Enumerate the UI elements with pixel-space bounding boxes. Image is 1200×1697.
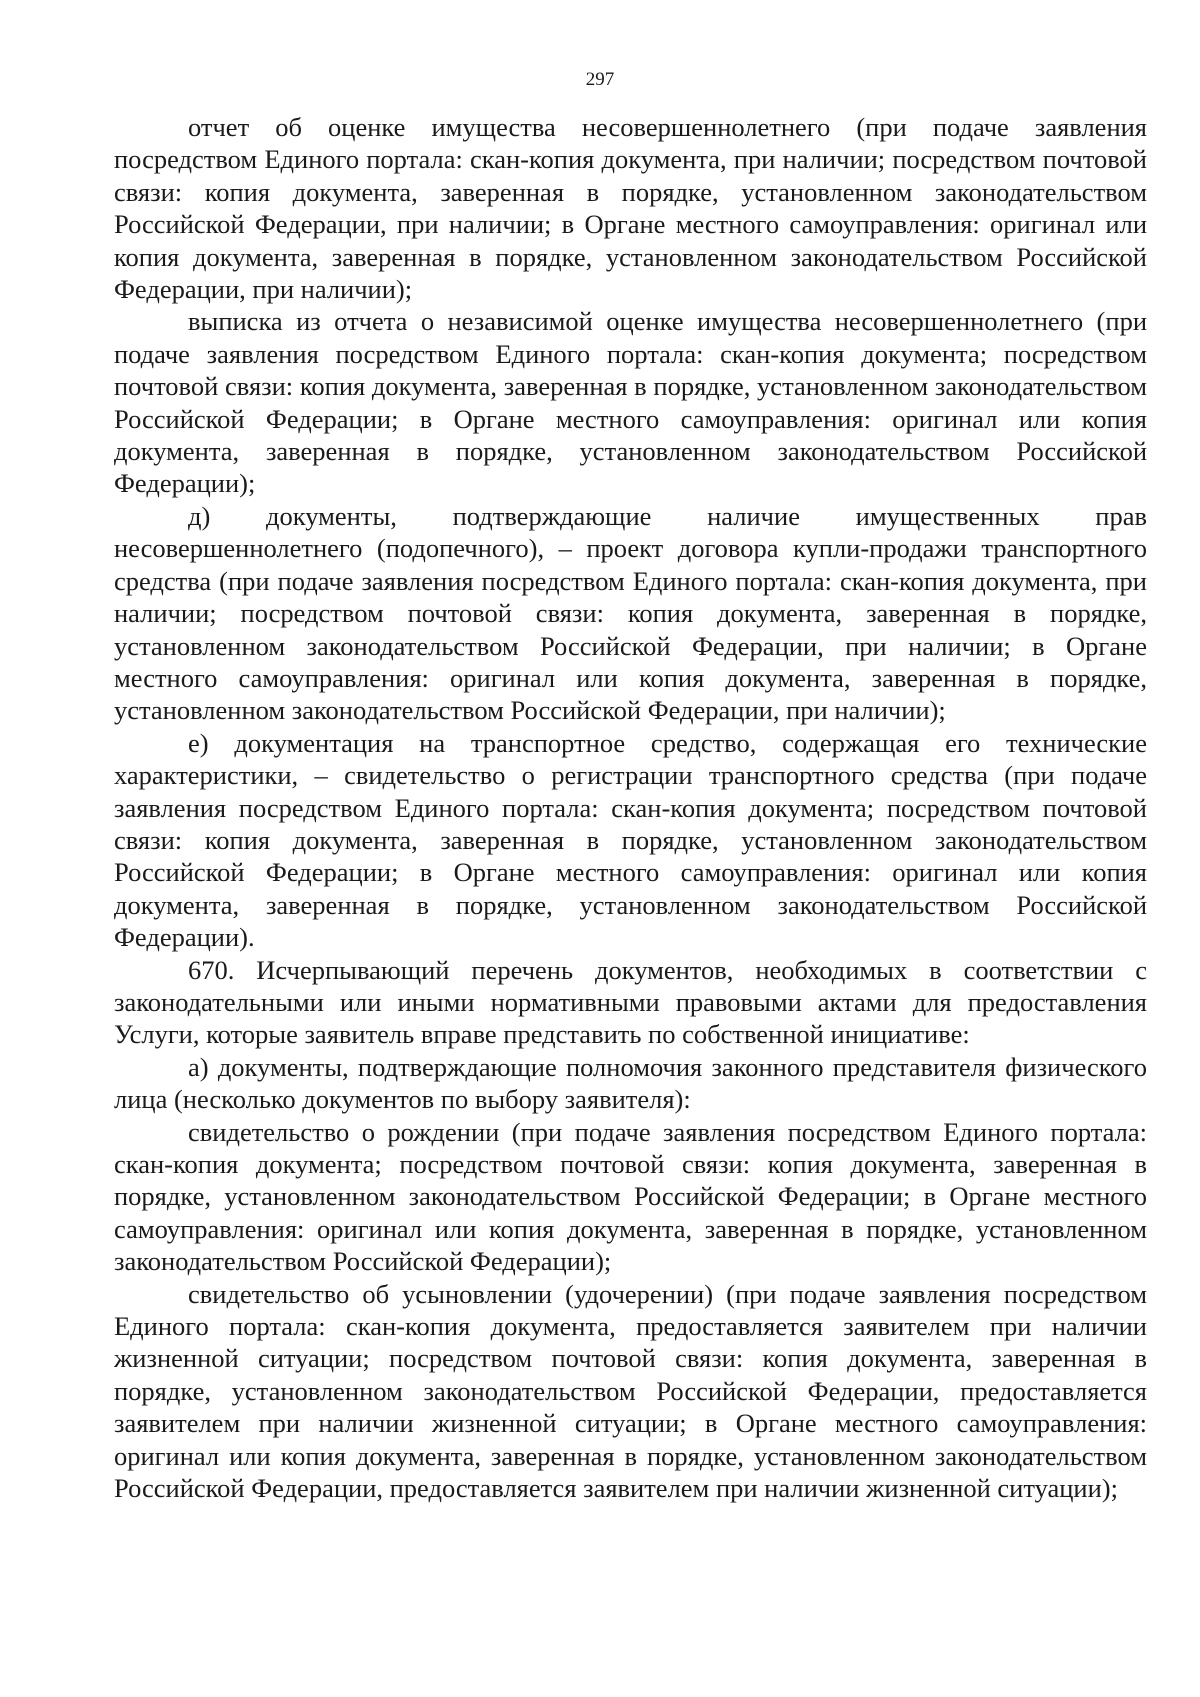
paragraph-independent-valuation-extract: выписка из отчета о независимой оценке имущества несовершеннолетнего (при подаче заявления посредством Единого портала: скан-копия документа; посредством почтовой связи: копия документа, заверенная в порядке, установленном законодательством Российской Федерации; в Органе местного самоуправления: оригинал или копия документа, заверенная в порядке, установленном законодательством Российской Федерации);	[114, 306, 1147, 499]
paragraph-670-document-list: 670. Исчерпывающий перечень документов, необходимых в соответствии с законодательными или иными нормативными правовыми актами для предоставления Услуги, которые заявитель вправе представить по собственной инициативе:	[114, 954, 1147, 1050]
paragraph-item-a-representative-authority: а) документы, подтверждающие полномочия законного представителя физического лица (несколько документов по выбору заявителя):	[114, 1051, 1147, 1115]
document-body	[114, 111, 1147, 1504]
paragraph-property-valuation-report: отчет об оценке имущества несовершеннолетнего (при подаче заявления посредством Единого портала: скан-копия документа, при наличии; посредством почтовой связи: копия документа, заверенная в порядке, установленном законодательством Российской Федерации, при наличии; в Органе местного самоуправления: оригинал или копия документа, заверенная в порядке, установленном законодательством Российской Федерации, при наличии);	[114, 112, 1147, 305]
paragraph-item-d-property-rights: д) документы, подтверждающие наличие имущественных прав несовершеннолетнего (подопечного), – проект договора купли-продажи транспортного средства (при подаче заявления посредством Единого портала: скан-копия документа, при наличии; посредством почтовой связи: копия документа, заверенная в порядке, установленном законодательством Российской Федерации, при наличии; в Органе местного самоуправления: оригинал или копия документа, заверенная в порядке, установленном законодательством Российской Федерации, при наличии);	[114, 500, 1147, 726]
page-number: 297	[585, 69, 615, 90]
paragraph-birth-certificate: свидетельство о рождении (при подаче заявления посредством Единого портала: скан-копия документа; посредством почтовой связи: копия документа, заверенная в порядке, установленном законодательством Российской Федерации; в Органе местного самоуправления: оригинал или копия документа, заверенная в порядке, установленном законодательством Российской Федерации);	[114, 1116, 1147, 1277]
paragraph-adoption-certificate: свидетельство об усыновлении (удочерении) (при подаче заявления посредством Единого портала: скан-копия документа, предоставляется заявителем при наличии жизненной ситуации; посредством почтовой связи: копия документа, заверенная в порядке, установленном законодательством Российской Федерации, предоставляется заявителем при наличии жизненной ситуации; в Органе местного самоуправления: оригинал или копия документа, заверенная в порядке, установленном законодательством Российской Федерации, предоставляется заявителем при наличии жизненной ситуации);	[114, 1278, 1147, 1504]
paragraph-item-e-vehicle-documentation: е) документация на транспортное средство, содержащая его технические характеристики, – свидетельство о регистрации транспортного средства (при подаче заявления посредством Единого портала: скан-копия документа; посредством почтовой связи: копия документа, заверенная в порядке, установленном законодательством Российской Федерации; в Органе местного самоуправления: оригинал или копия документа, заверенная в порядке, установленном законодательством Российской Федерации).	[114, 727, 1147, 953]
